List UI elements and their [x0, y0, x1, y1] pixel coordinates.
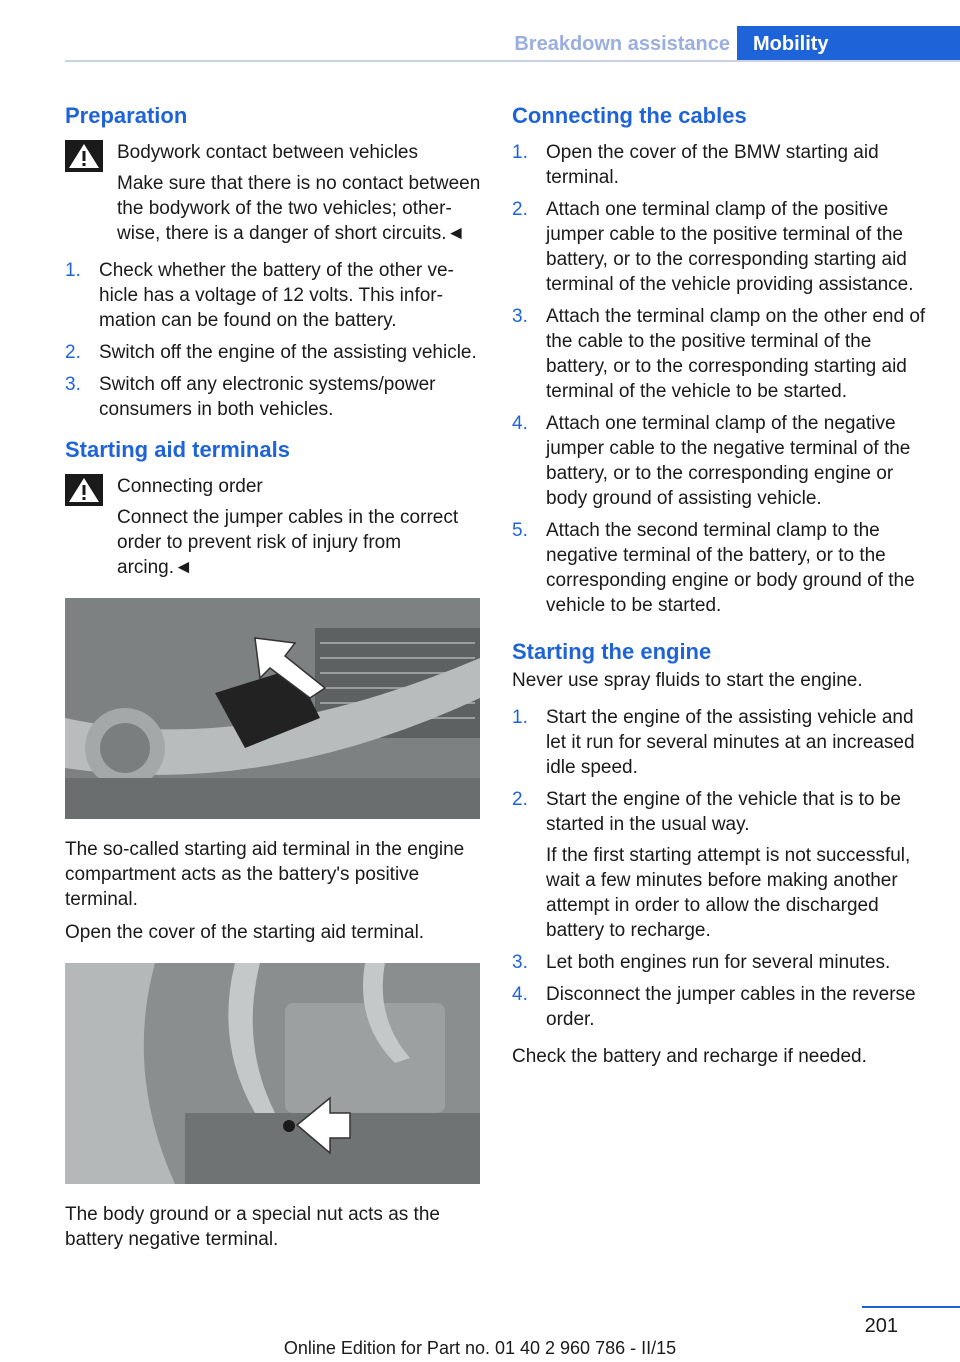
warning-text	[65, 171, 481, 246]
warning-body: Make sure that there is no contact between the bodywork of the two vehicles; otherwise, there is a danger of short circuits.◄	[117, 173, 481, 244]
starting-aid-terminal-photo	[65, 598, 480, 819]
list-item	[512, 705, 926, 780]
step-text: Start the engine of the vehicle that is to be started in the usual way.	[546, 789, 901, 835]
step-text: Start the engine of the assisting vehicle and let it run for several minutes at an increased idle speed.	[546, 707, 915, 778]
step-number: 4.	[512, 984, 528, 1005]
warning-icon	[65, 140, 103, 172]
step-number: 1.	[512, 707, 528, 728]
step-number: 3.	[65, 374, 81, 395]
left-column	[65, 100, 481, 1260]
list-item	[512, 518, 926, 618]
list-item	[512, 304, 926, 404]
warning-title: Bodywork contact between vehicles	[117, 142, 418, 163]
engine-intro: Never use spray fluids to start the engine.	[512, 670, 863, 691]
preparation-steps	[65, 258, 481, 422]
warning-text	[65, 505, 481, 580]
list-item	[65, 258, 481, 333]
right-column	[512, 100, 926, 1077]
step-number: 2.	[512, 789, 528, 810]
step-text: Check whether the battery of the other vehicle has a voltage of 12 volts. This information can be found on the battery.	[99, 260, 454, 331]
preparation-heading: Preparation	[65, 103, 188, 128]
step-number: 5.	[512, 520, 528, 541]
step-number: 2.	[512, 199, 528, 220]
header-section-tab: Breakdown assistance	[514, 33, 730, 55]
bodywork-warning	[65, 140, 481, 246]
cables-steps	[512, 140, 926, 618]
connecting-order-warning	[65, 474, 481, 580]
list-item	[512, 197, 926, 297]
step-number: 3.	[512, 306, 528, 327]
body-ground-photo	[65, 963, 480, 1184]
cables-heading: Connecting the cables	[512, 103, 747, 128]
step-number: 1.	[65, 260, 81, 281]
list-item	[65, 340, 481, 365]
step-number: 4.	[512, 413, 528, 434]
terminal-caption: The so-called starting aid terminal in the engine compartment acts as the battery's positive terminal.	[65, 839, 465, 910]
edition-note: Online Edition for Part no. 01 40 2 960 786 - II/15	[283, 1338, 677, 1358]
open-cover-text: Open the cover of the starting aid terminal.	[65, 922, 425, 943]
list-item	[512, 950, 926, 975]
step-number: 3.	[512, 952, 528, 973]
footer-divider	[862, 1306, 960, 1308]
list-item	[512, 982, 926, 1032]
step-number: 1.	[512, 142, 528, 163]
header-chapter-tab: Mobility	[737, 26, 960, 62]
warning-body: Connect the jumper cables in the correct order to prevent risk of injury from arcing.◄	[117, 507, 459, 578]
step-text: Let both engines run for several minutes.	[546, 952, 891, 973]
list-item	[512, 140, 926, 190]
engine-steps	[512, 705, 926, 1032]
step-text: Attach the second terminal clamp to the negative terminal of the battery, or to the corresponding engine or body ground of the vehicle to be started.	[546, 520, 915, 616]
step-note: If the first starting attempt is not successful, wait a few minutes before making another attempt in order to allow the discharged battery to recharge.	[546, 845, 911, 941]
step-text: Attach the terminal clamp on the other end of the cable to the positive terminal of the battery, or to the corresponding starting aid terminal of the vehicle to be started.	[546, 306, 926, 402]
warning-title: Connecting order	[117, 476, 263, 497]
step-text: Open the cover of the BMW starting aid terminal.	[546, 142, 879, 188]
warning-icon	[65, 474, 103, 506]
engine-outro: Check the battery and recharge if needed.	[512, 1046, 867, 1067]
step-number: 2.	[65, 342, 81, 363]
step-text: Attach one terminal clamp of the negative jumper cable to the negative terminal of the battery, or to the corresponding engine or body ground of assisting vehicle.	[546, 413, 911, 509]
header-divider	[65, 60, 960, 62]
step-text: Switch off any electronic systems/power consumers in both vehicles.	[99, 374, 436, 420]
engine-heading: Starting the engine	[512, 639, 712, 664]
terminals-heading: Starting aid terminals	[65, 437, 290, 462]
step-text: Attach one terminal clamp of the positive jumper cable to the positive terminal of the battery, or to the corresponding starting aid terminal of the vehicle providing assistance.	[546, 199, 914, 295]
page-number: 201	[864, 1315, 898, 1337]
step-text: Disconnect the jumper cables in the reverse order.	[546, 984, 916, 1030]
list-item	[65, 372, 481, 422]
list-item	[512, 787, 926, 943]
step-text: Switch off the engine of the assisting vehicle.	[99, 342, 477, 363]
list-item	[512, 411, 926, 511]
body-ground-caption: The body ground or a special nut acts as the battery negative terminal.	[65, 1204, 440, 1250]
